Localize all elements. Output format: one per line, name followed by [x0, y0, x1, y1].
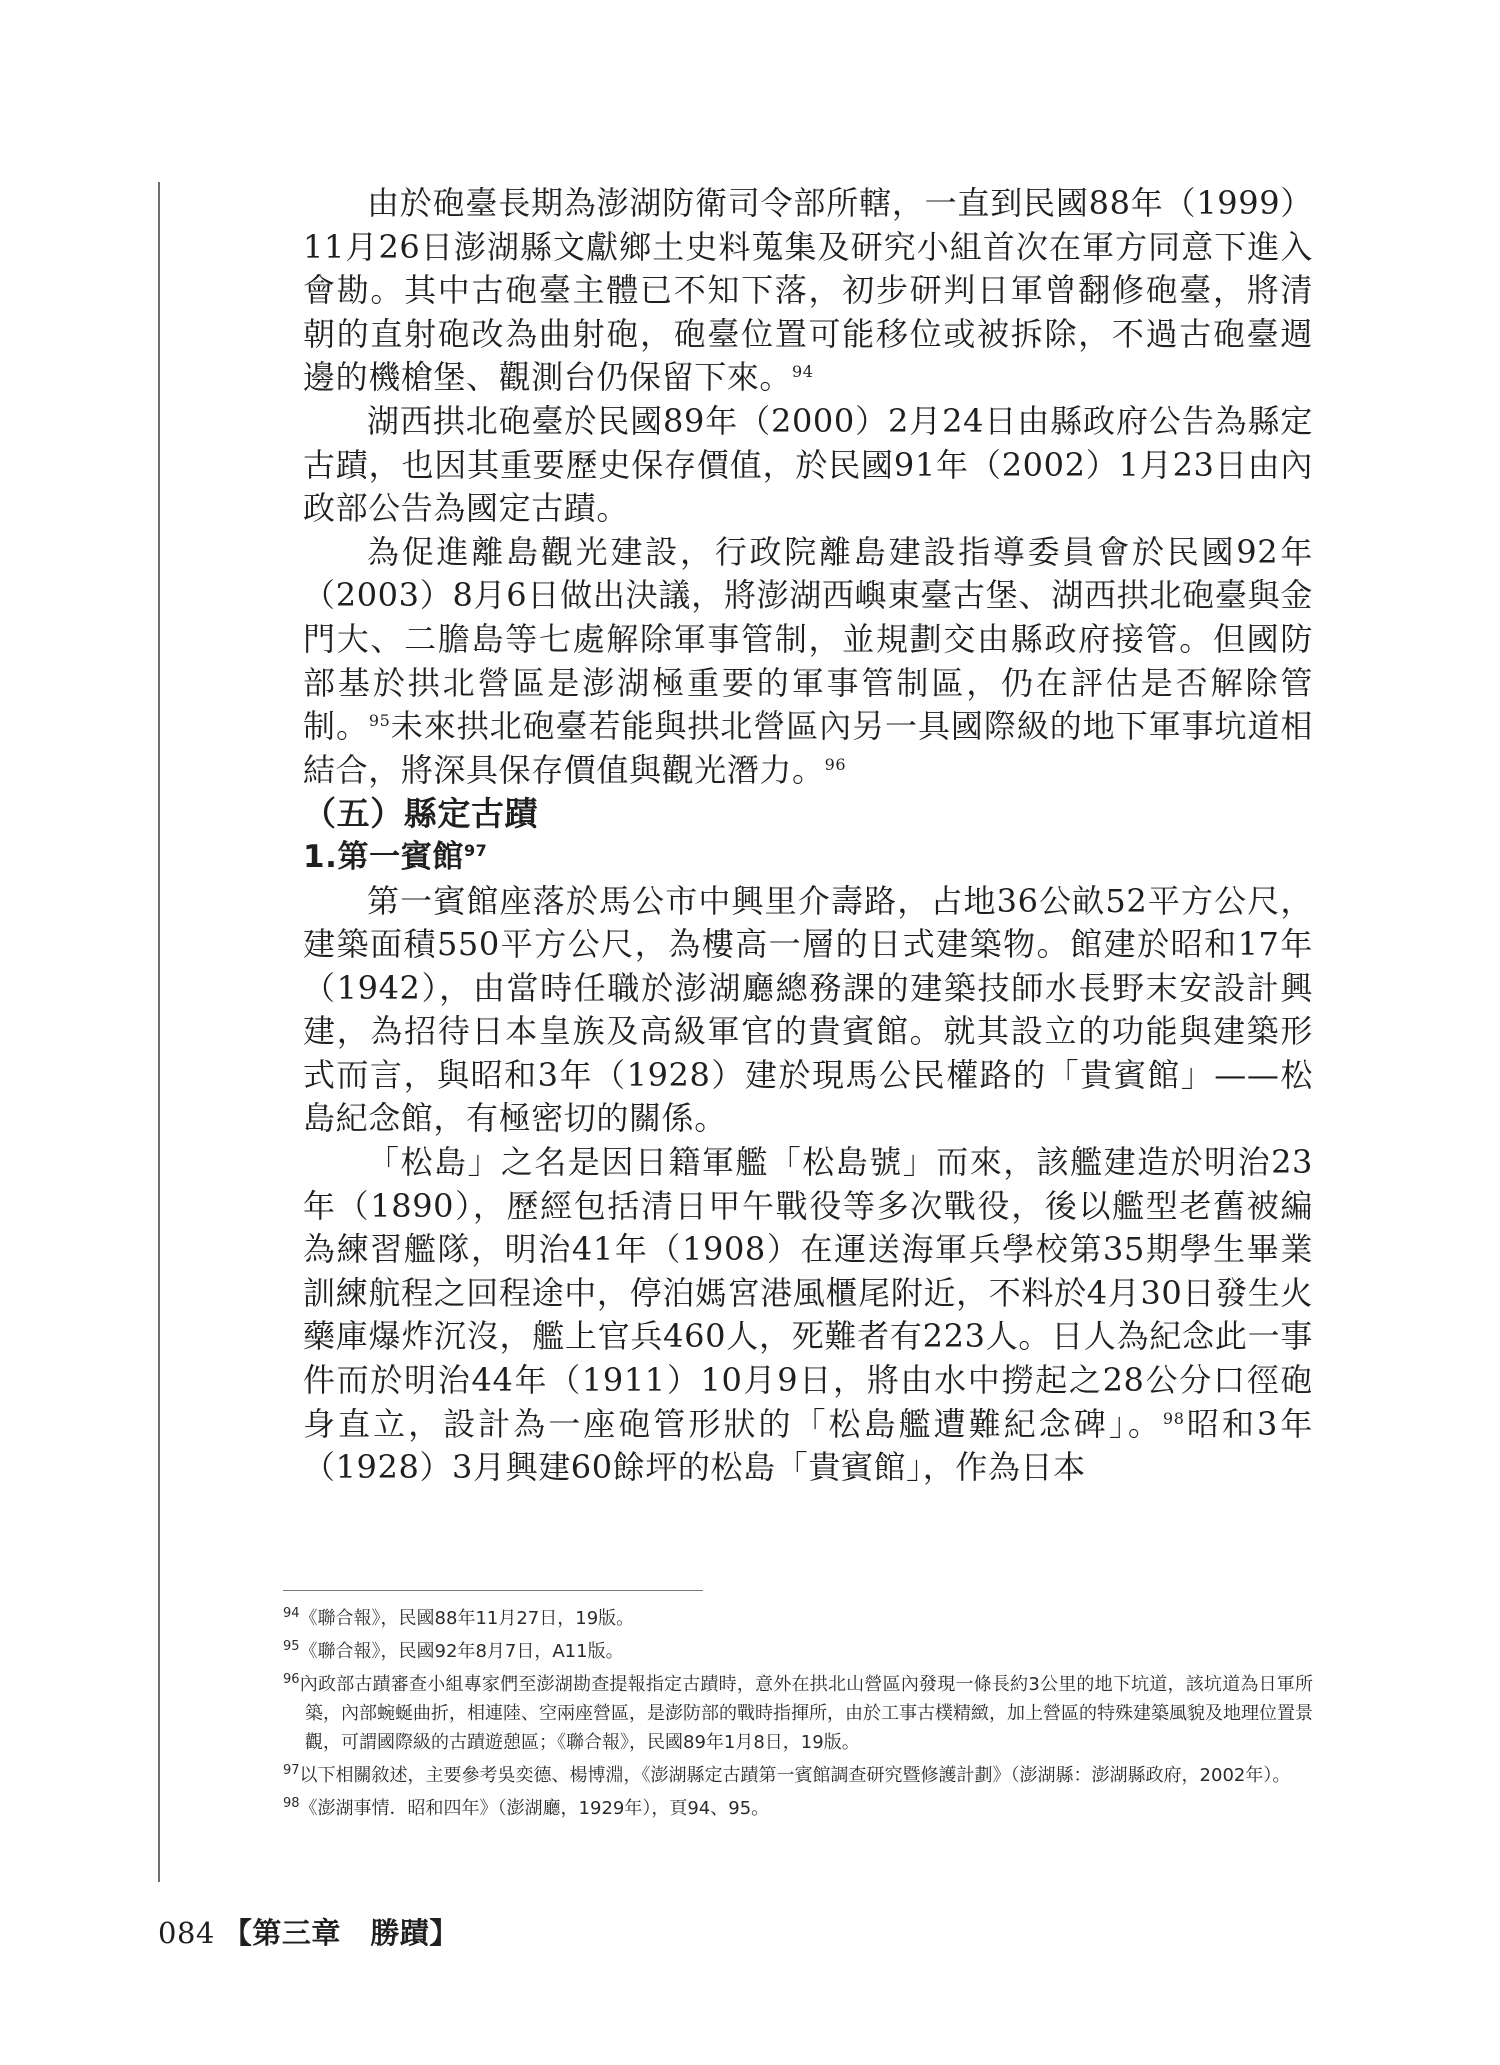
footnote-number: 95: [283, 1639, 300, 1654]
footnote: $^{97}$以下相關敘述，主要參考吳奕德、楊博淵，《澎湖縣定古蹟第一賓館調查研究暨修護計劃》（澎湖縣：澎湖縣政府，2002年）。: [283, 1763, 1291, 1786]
chapter-title: 【第三章 勝蹟】: [222, 1916, 459, 1950]
footnote-ref[interactable]: 96: [824, 754, 847, 774]
footnote: $^{96}$內政部古蹟審查小組專家們至澎湖勘查提報指定古蹟時，意外在拱北山營區內發現一條長約3公里的地下坑道，該坑道為日軍所築，內部蜿蜒曲折，相連陸、空兩座營區，是澎防部的戰時指揮所，由於工事古樸精緻，加上營區的特殊建築風貌及地理位置景觀，可謂國際級的古蹟遊憩區；《聯合報》，民國89年1月8日，19版。: [283, 1672, 1313, 1753]
footnote: $^{94}$《聯合報》，民國88年11月27日，19版。: [283, 1606, 635, 1629]
paragraph: 第一賓館座落於馬公市中興里介壽路，占地36公畝52平方公尺，建築面積550平方公尺，為樓高一層的日式建築物。館建於昭和17年（1942），由當時任職於澎湖廳總務課的建築技師水長野末安設計興建，為招待日本皇族及高級軍官的貴賓館。就其設立的功能與建築形式而言，與昭和3年（1928）建於現馬公民權路的「貴賓館」——松島紀念館，有極密切的關係。: [303, 881, 1313, 1138]
page-footer: [158, 1911, 459, 1952]
footnote-number: 97: [283, 1763, 300, 1778]
footnote: $^{98}$《澎湖事情．昭和四年》（澎湖廳，1929年），頁94、95。: [283, 1796, 770, 1819]
section-heading: （五）縣定古蹟: [303, 794, 539, 834]
paragraph: 湖西拱北砲臺於民國89年（2000）2月24日由縣政府公告為縣定古蹟，也因其重要歷史保存價值，於民國91年（2002）1月23日由內政部公告為國定古蹟。: [303, 401, 1313, 528]
paragraph: 為促進離島觀光建設，行政院離島建設指導委員會於民國92年（2003）8月6日做出決議，將澎湖西嶼東臺古堡、湖西拱北砲臺與金門大、二膽島等七處解除軍事管制，並規劃交由縣政府接管。但國防部基於拱北營區是澎湖極重要的軍事管制區，仍在評估是否解除管制。$^{95}$未來拱北砲臺若能與拱北營區內另一具國際級的地下軍事坑道相結合，將深具保存價值與觀光潛力。$^{96}$: [303, 532, 1313, 789]
footnote-number: 98: [283, 1796, 300, 1811]
footnotes: [283, 1604, 1313, 1827]
margin-rule: [158, 182, 160, 1882]
sub-heading: 1.第一賓館$^{97}$: [303, 838, 488, 875]
footnote: $^{95}$《聯合報》，民國92年8月7日，A11版。: [283, 1639, 624, 1662]
footnote-divider: [283, 1590, 703, 1591]
footnote-ref[interactable]: 97: [463, 840, 488, 860]
footnote-ref[interactable]: 98: [1162, 1408, 1185, 1428]
paragraph: 由於砲臺長期為澎湖防衛司令部所轄，一直到民國88年（1999）11月26日澎湖縣文獻鄉土史料蒐集及研究小組首次在軍方同意下進入會勘。其中古砲臺主體已不知下落，初步研判日軍曾翻修砲臺，將清朝的直射砲改為曲射砲，砲臺位置可能移位或被拆除，不過古砲臺週邊的機槍堡、觀測台仍保留下來。$^{94}$: [303, 184, 1313, 397]
page-number: 084: [158, 1916, 215, 1950]
footnote-number: 96: [283, 1672, 300, 1687]
footnote-number: 94: [283, 1606, 300, 1621]
footnote-ref[interactable]: 95: [368, 711, 391, 731]
footnote-ref[interactable]: 94: [792, 362, 814, 382]
paragraph: 「松島」之名是因日籍軍艦「松島號」而來，該艦建造於明治23年（1890），歷經包括清日甲午戰役等多次戰役，後以艦型老舊被編為練習艦隊，明治41年（1908）在運送海軍兵學校第35期學生畢業訓練航程之回程途中，停泊媽宮港風櫃尾附近，不料於4月30日發生火藥庫爆炸沉沒，艦上官兵460人，死難者有223人。日人為紀念此一事件而於明治44年（1911）10月9日，將由水中撈起之28公分口徑砲身直立，設計為一座砲管形狀的「松島艦遭難紀念碑」。$^{98}$昭和3年（1928）3月興建60餘坪的松島「貴賓館」，作為日本: [303, 1143, 1313, 1487]
body-text: [303, 182, 1313, 1490]
